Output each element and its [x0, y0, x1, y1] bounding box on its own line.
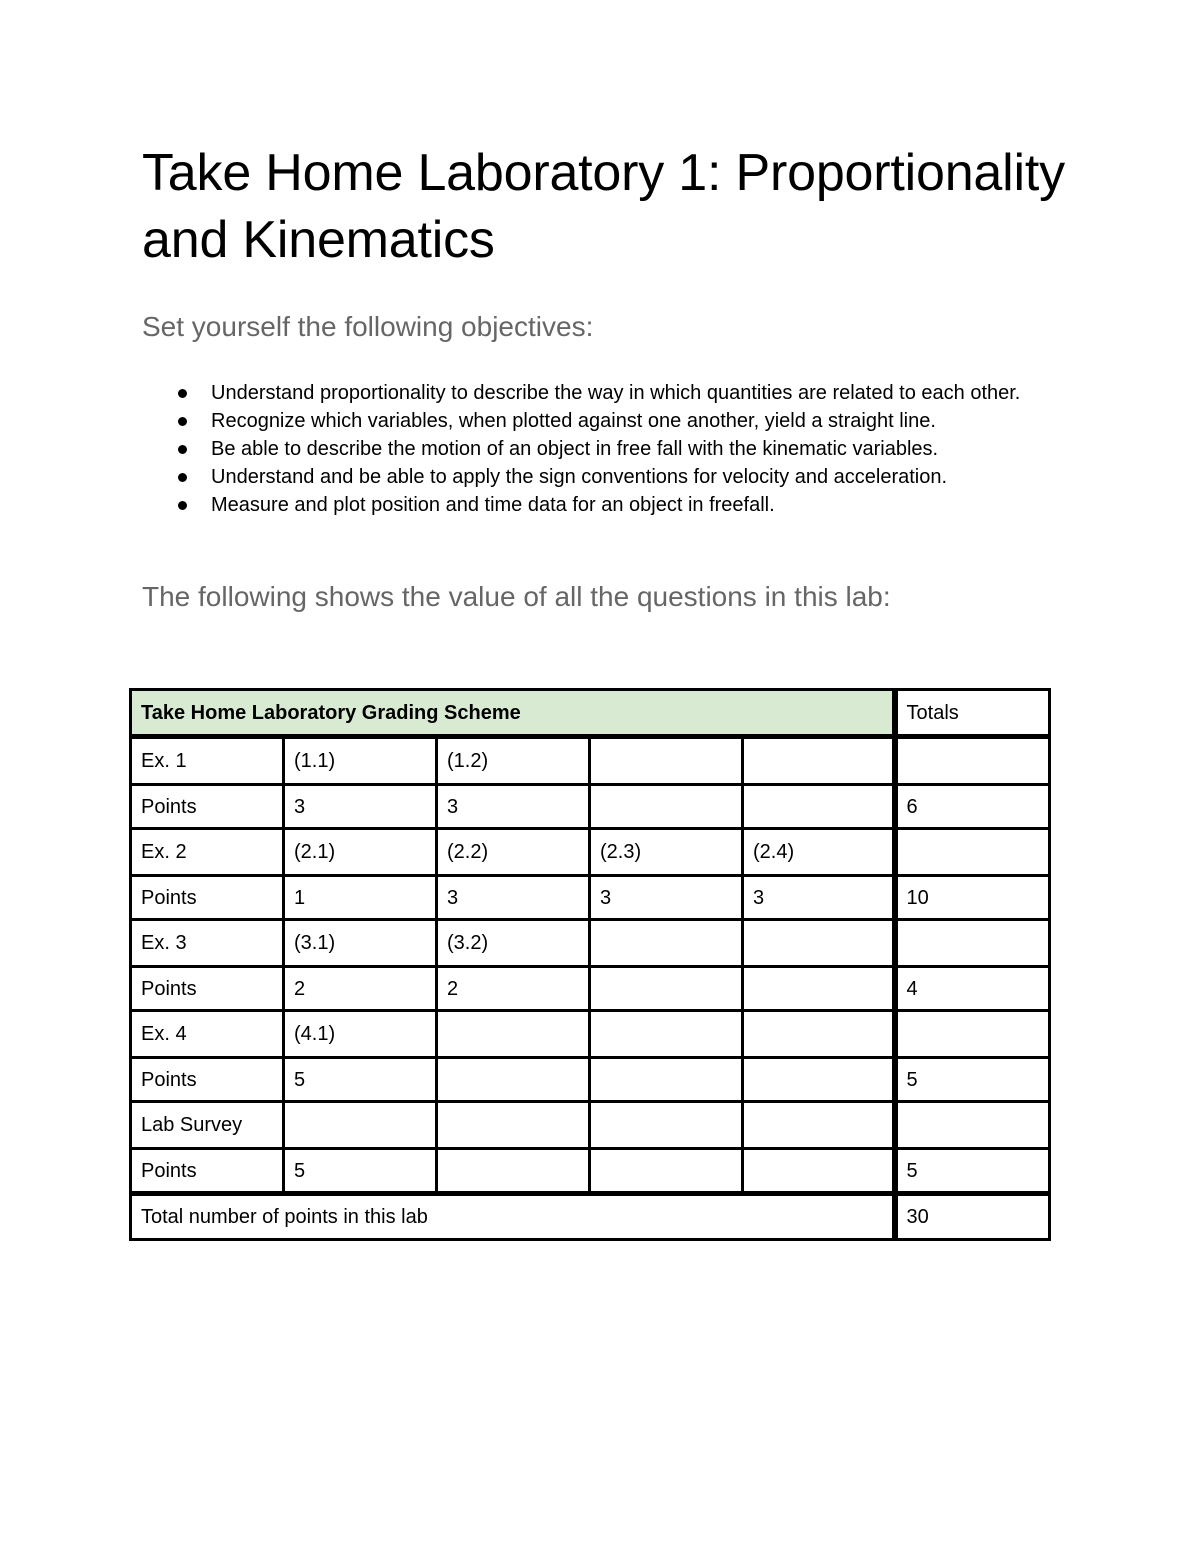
bullet-icon	[178, 417, 187, 426]
total-points-label: Total number of points in this lab	[131, 1194, 895, 1240]
question-cell	[743, 1102, 895, 1149]
table-row	[131, 1102, 1050, 1149]
question-cell	[590, 1011, 743, 1058]
bullet-icon	[178, 473, 187, 482]
bullet-icon	[178, 389, 187, 398]
question-cell	[437, 1011, 590, 1058]
question-cell: (2.1)	[284, 829, 437, 876]
row-label-cell: Ex. 2	[131, 829, 284, 876]
question-cell: (3.2)	[437, 920, 590, 967]
question-cell	[284, 1102, 437, 1149]
objective-item	[142, 463, 1042, 491]
question-cell	[590, 920, 743, 967]
question-cell: (1.1)	[284, 737, 437, 785]
objective-text: Recognize which variables, when plotted against one another, yield a straight line.	[211, 410, 936, 432]
question-cell: (1.2)	[437, 737, 590, 785]
table-row	[131, 1058, 1050, 1102]
objective-text: Understand and be able to apply the sign conventions for velocity and acceleration.	[211, 466, 948, 488]
points-cell	[743, 967, 895, 1011]
question-cell	[590, 1102, 743, 1149]
objective-text: Understand proportionality to describe the way in which quantities are related to each other.	[211, 382, 1021, 404]
total-cell	[895, 737, 1050, 785]
grading-scheme-table	[129, 688, 1051, 1241]
points-cell: 1	[284, 876, 437, 920]
total-cell: 5	[895, 1149, 1050, 1194]
row-label-cell: Ex. 1	[131, 737, 284, 785]
points-cell: 3	[590, 876, 743, 920]
bullet-icon	[178, 501, 187, 510]
total-cell: 6	[895, 785, 1050, 829]
objectives-heading: Set yourself the following objectives:	[142, 311, 594, 342]
row-label-cell: Points	[131, 785, 284, 829]
question-cell	[590, 737, 743, 785]
points-cell: 3	[743, 876, 895, 920]
total-cell	[895, 1102, 1050, 1149]
objective-text: Measure and plot position and time data for an object in freefall.	[211, 494, 775, 516]
table-row	[131, 967, 1050, 1011]
question-cell: (2.2)	[437, 829, 590, 876]
objective-item	[142, 379, 1042, 407]
points-cell	[590, 1149, 743, 1194]
points-cell: 5	[284, 1149, 437, 1194]
total-points-value: 30	[895, 1194, 1050, 1240]
table-header-row	[131, 690, 1050, 737]
table-title-cell: Take Home Laboratory Grading Scheme	[131, 690, 895, 737]
table-row	[131, 737, 1050, 785]
question-cell	[743, 1011, 895, 1058]
row-label-cell: Points	[131, 1149, 284, 1194]
points-cell	[590, 785, 743, 829]
row-label-cell: Points	[131, 967, 284, 1011]
objective-item	[142, 407, 1042, 435]
totals-header-cell: Totals	[895, 690, 1050, 737]
points-cell	[743, 785, 895, 829]
points-cell	[743, 1058, 895, 1102]
total-cell: 5	[895, 1058, 1050, 1102]
bullet-icon	[178, 445, 187, 454]
question-cell	[437, 1102, 590, 1149]
points-cell: 3	[284, 785, 437, 829]
points-cell	[743, 1149, 895, 1194]
question-cell: (3.1)	[284, 920, 437, 967]
question-cell: (4.1)	[284, 1011, 437, 1058]
objectives-list	[142, 379, 1042, 519]
row-label-cell: Points	[131, 876, 284, 920]
objective-item	[142, 491, 1042, 519]
total-cell	[895, 829, 1050, 876]
table-row	[131, 829, 1050, 876]
points-cell	[590, 1058, 743, 1102]
points-cell	[437, 1149, 590, 1194]
total-cell	[895, 1011, 1050, 1058]
points-cell: 3	[437, 876, 590, 920]
total-cell: 10	[895, 876, 1050, 920]
row-label-cell: Ex. 4	[131, 1011, 284, 1058]
points-cell: 2	[284, 967, 437, 1011]
document-title: Take Home Laboratory 1: Proportionality and Kinematics	[142, 144, 1065, 269]
total-cell: 4	[895, 967, 1050, 1011]
question-cell	[743, 920, 895, 967]
table-row	[131, 1149, 1050, 1194]
points-cell	[437, 1058, 590, 1102]
table-row	[131, 876, 1050, 920]
table-row	[131, 785, 1050, 829]
points-cell	[590, 967, 743, 1011]
total-cell	[895, 920, 1050, 967]
question-cell	[743, 737, 895, 785]
table-footer-row	[131, 1194, 1050, 1240]
row-label-cell: Lab Survey	[131, 1102, 284, 1149]
values-heading: The following shows the value of all the questions in this lab:	[142, 581, 891, 612]
points-cell: 5	[284, 1058, 437, 1102]
question-cell: (2.4)	[743, 829, 895, 876]
points-cell: 2	[437, 967, 590, 1011]
objective-text: Be able to describe the motion of an object in free fall with the kinematic variables.	[211, 438, 939, 460]
points-cell: 3	[437, 785, 590, 829]
row-label-cell: Ex. 3	[131, 920, 284, 967]
objective-item	[142, 435, 1042, 463]
row-label-cell: Points	[131, 1058, 284, 1102]
table-row	[131, 920, 1050, 967]
question-cell: (2.3)	[590, 829, 743, 876]
table-row	[131, 1011, 1050, 1058]
